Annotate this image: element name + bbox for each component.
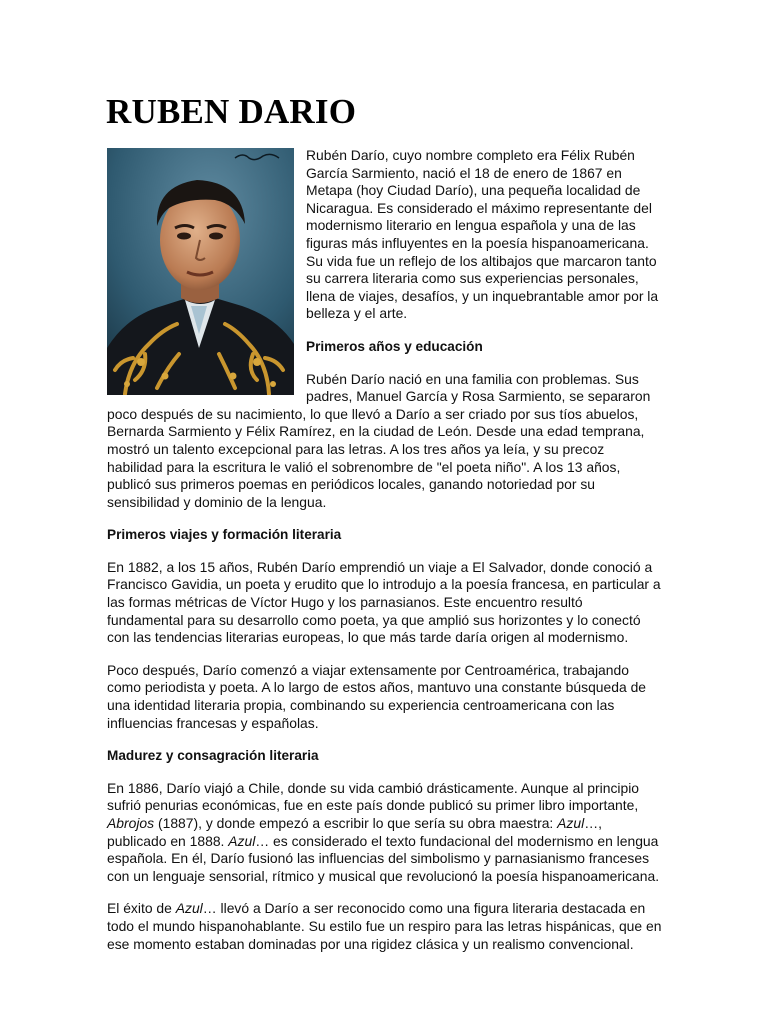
section-heading-maturity: Madurez y consagración literaria: [107, 748, 319, 764]
portrait-image: [107, 148, 294, 395]
section-heading-early-years: Primeros años y educación: [306, 338, 483, 354]
maturity-paragraph-2: El éxito de Azul… llevó a Darío a ser reconocido como una figura literaria destacada en todo el mundo hispanohablante. Su estilo fue un respiro para las letras hispánicas, que en ese momento estaban dominadas por una rigidez clásica y un realismo convencional.: [107, 900, 662, 952]
section-heading-first-travels: Primeros viajes y formación literaria: [107, 527, 342, 543]
early-years-paragraph: Rubén Darío nació en una familia con problemas. Sus padres, Manuel García y Rosa Sarmiento, se separaron poco después de su nacimiento, lo que llevó a Darío a ser criado por sus tíos abuelos, Bernarda Sarmiento y Félix Ramírez, en la ciudad de León. Desde una edad temprana, mostró un talento excepcional para las letras. A los tres años ya leía, y su precoz habilidad para la escritura le valió el sobrenombre de "el poeta niño". A los 13 años, publicó sus primeros poemas en periódicos locales, ganando notoriedad por su sensibilidad y dominio de la lengua.: [107, 370, 651, 510]
intro-paragraph: Rubén Darío, cuyo nombre completo era Félix Rubén García Sarmiento, nació el 18 de enero de 1867 en Metapa (hoy Ciudad Darío), una pequeña localidad de Nicaragua. Es considerado el máximo representante del modernismo literario en lengua española y una de las figuras más influyentes en la poesía hispanoamericana. Su vida fue un reflejo de los altibajos que marcaron tanto su carrera literaria como sus experiencias personales, llena de viajes, desafíos, y un inquebrantable amor por la belleza y el arte.: [306, 147, 659, 322]
first-travels-paragraph-1: En 1882, a los 15 años, Rubén Darío emprendió un viaje a El Salvador, donde conoció a Francisco Gavidia, un poeta y erudito que lo introdujo a la poesía francesa, en particular a las formas métricas de Víctor Hugo y los parnasianos. Este encuentro resultó fundamental para su desarrollo como poeta, ya que amplió sus horizontes y lo conectó con las tendencias literarias europeas, lo que más tarde daría origen al modernismo.: [107, 558, 661, 646]
document-body: [107, 147, 662, 968]
first-travels-paragraph-2: Poco después, Darío comenzó a viajar extensamente por Centroamérica, trabajando como periodista y poeta. A lo largo de estos años, mantuvo una constante búsqueda de una identidad literaria propia, combinando su experiencia centroamericana con las influencias francesas y españolas.: [107, 661, 647, 731]
page-title: RUBEN DARIO: [106, 92, 357, 131]
maturity-paragraph-1: En 1886, Darío viajó a Chile, donde su vida cambió drásticamente. Aunque al principio sufrió penurias económicas, fue en este país donde publicó su primer libro importante, Abrojos (1887), y donde empezó a escribir lo que sería su obra maestra: Azul…, publicado en 1888. Azul… es considerado el texto fundacional del modernismo en lengua española. En él, Darío fusionó las influencias del simbolismo y parnasianismo franceses con un lenguaje sensorial, rítmico y musical que revolucionó la poesía hispanoamericana.: [107, 779, 660, 884]
